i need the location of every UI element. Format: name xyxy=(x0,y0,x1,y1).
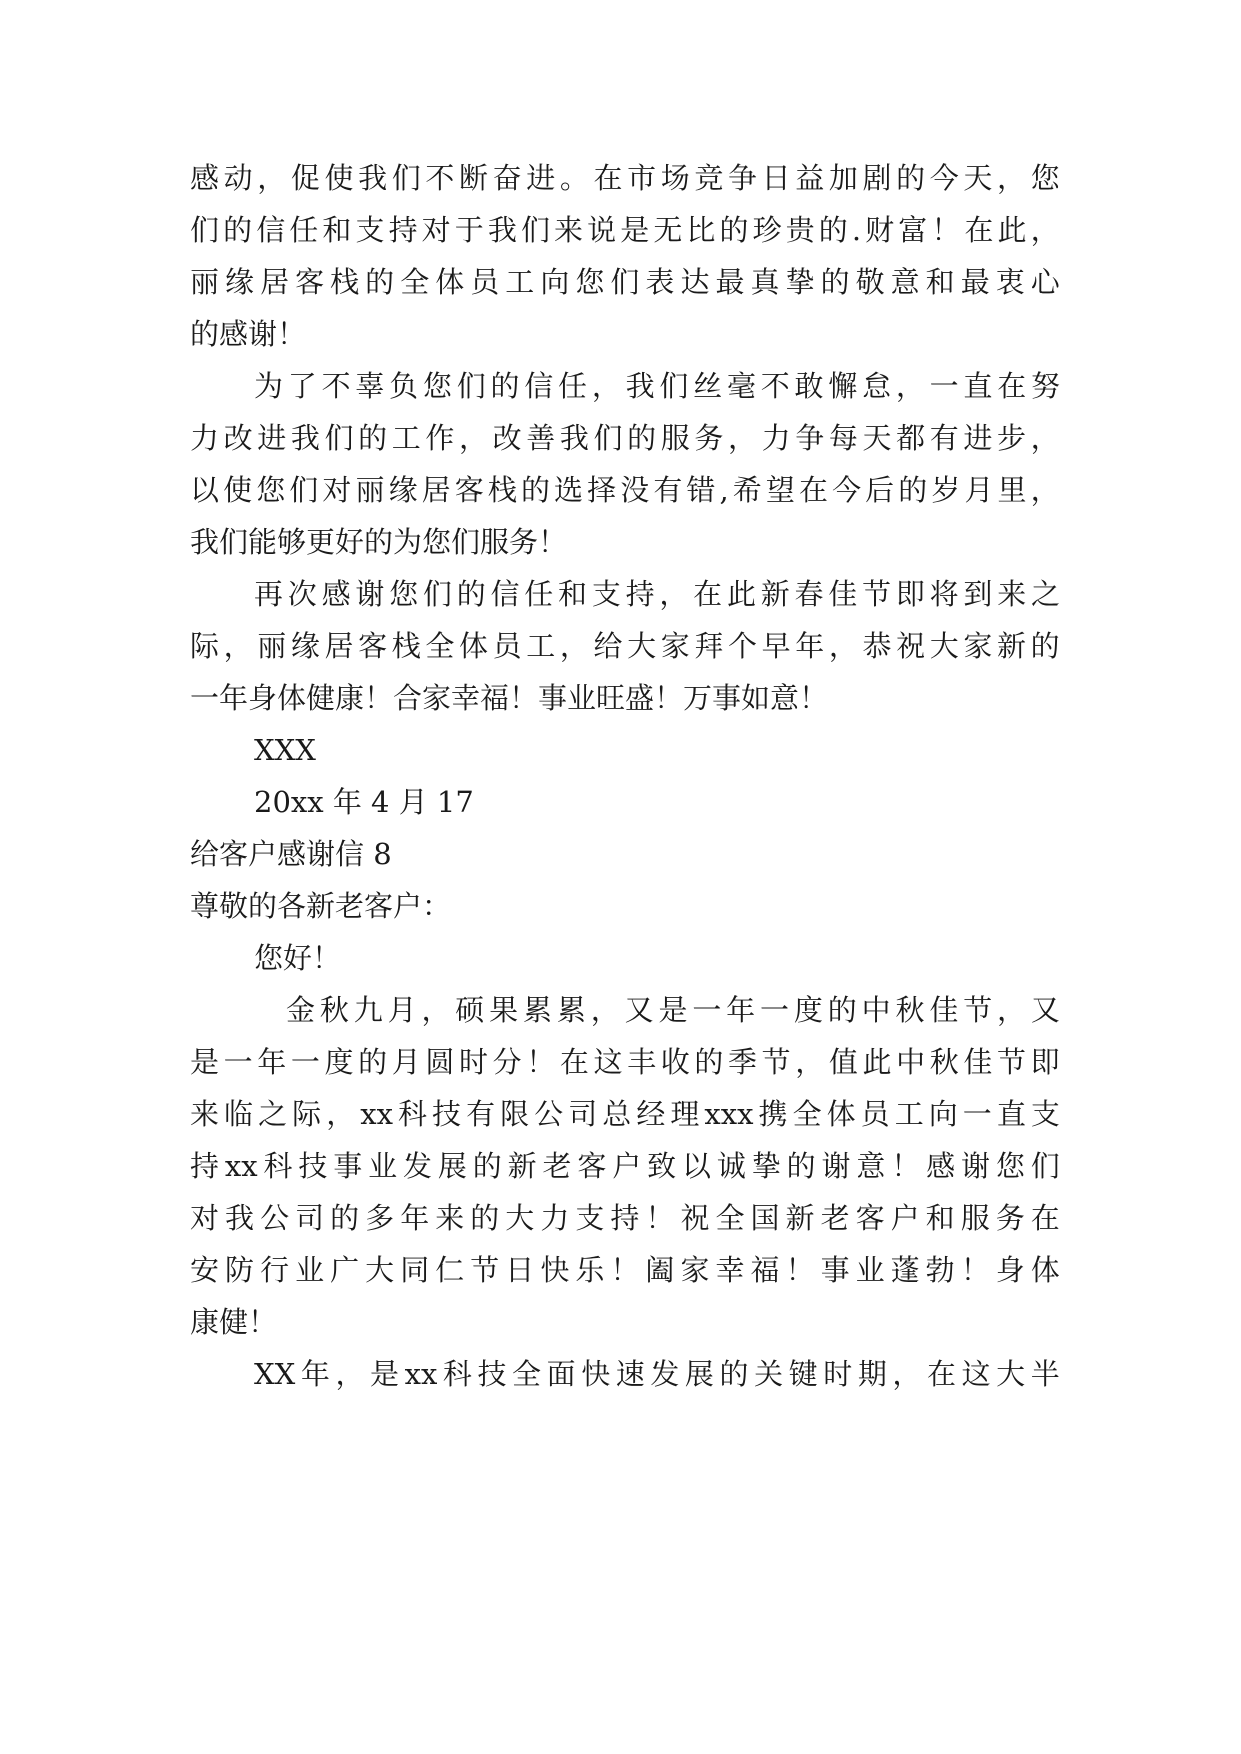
text-line: 力 改 进 我 们 的 工 作 ， 改 善 我 们 的 服 务 ， 力 争 每 天 都 有 进 步 ， xyxy=(190,421,1060,455)
text-line: 们 的 信 任 和 支 持 对 于 我 们 来 说 是 无 比 的 珍 贵 的 . 财 富 ！ 在 此 ， xyxy=(190,213,1060,247)
section-title: 给客户感谢信 8 xyxy=(190,837,392,871)
paragraph-start-line: 再 次 感 谢 您 们 的 信 任 和 支 持 ， 在 此 新 春 佳 节 即 将 到 来 之 xyxy=(254,577,1060,611)
text-line: 丽 缘 居 客 栈 的 全 体 员 工 向 您 们 表 达 最 真 挚 的 敬 意 和 最 衷 心 xyxy=(190,265,1060,299)
text-line: 一年身体健康！合家幸福！事业旺盛！万事如意！ xyxy=(190,681,829,715)
text-line: 以 使 您 们 对 丽 缘 居 客 栈 的 选 择 没 有 错 , 希 望 在 今 后 的 岁 月 里 ， xyxy=(190,473,1060,507)
paragraph-start-line: 金 秋 九 月 ， 硕 果 累 累 ， 又 是 一 年 一 度 的 中 秋 佳 节 ， 又 xyxy=(286,993,1060,1027)
signature-name: XXX xyxy=(254,733,316,767)
text-line: 的感谢！ xyxy=(190,317,307,351)
text-line: 康健！ xyxy=(190,1305,278,1339)
text-line: 感 动 ， 促 使 我 们 不 断 奋 进 。 在 市 场 竞 争 日 益 加 剧 的 今 天 ， 您 xyxy=(190,161,1060,195)
text-line: 来 临 之 际 ， xx 科 技 有 限 公 司 总 经 理 xxx 携 全 体 员 工 向 一 直 支 xyxy=(190,1097,1060,1131)
signature-date: 20xx 年 4 月 17 xyxy=(254,785,474,819)
paragraph-start-line: XX 年 ， 是 xx 科 技 全 面 快 速 发 展 的 关 键 时 期 ， 在 这 大 半 xyxy=(254,1357,1060,1391)
text-line: 对 我 公 司 的 多 年 来 的 大 力 支 持 ！ 祝 全 国 新 老 客 户 和 服 务 在 xyxy=(190,1201,1060,1235)
text-line: 持 xx 科 技 事 业 发 展 的 新 老 客 户 致 以 诚 挚 的 谢 意 ！ 感 谢 您 们 xyxy=(190,1149,1060,1183)
text-line: 我们能够更好的为您们服务！ xyxy=(190,525,568,559)
greeting: 您好！ xyxy=(254,941,342,975)
text-line: 际 ， 丽 缘 居 客 栈 全 体 员 工 ， 给 大 家 拜 个 早 年 ， 恭 祝 大 家 新 的 xyxy=(190,629,1060,663)
text-line: 安 防 行 业 广 大 同 仁 节 日 快 乐 ！ 阖 家 幸 福 ！ 事 业 蓬 勃 ！ 身 体 xyxy=(190,1253,1060,1287)
paragraph-start-line: 为 了 不 辜 负 您 们 的 信 任 ， 我 们 丝 毫 不 敢 懈 怠 ， 一 直 在 努 xyxy=(254,369,1060,403)
salutation: 尊敬的各新老客户： xyxy=(190,889,452,923)
text-line: 是 一 年 一 度 的 月 圆 时 分 ！ 在 这 丰 收 的 季 节 ， 值 此 中 秋 佳 节 即 xyxy=(190,1045,1060,1079)
